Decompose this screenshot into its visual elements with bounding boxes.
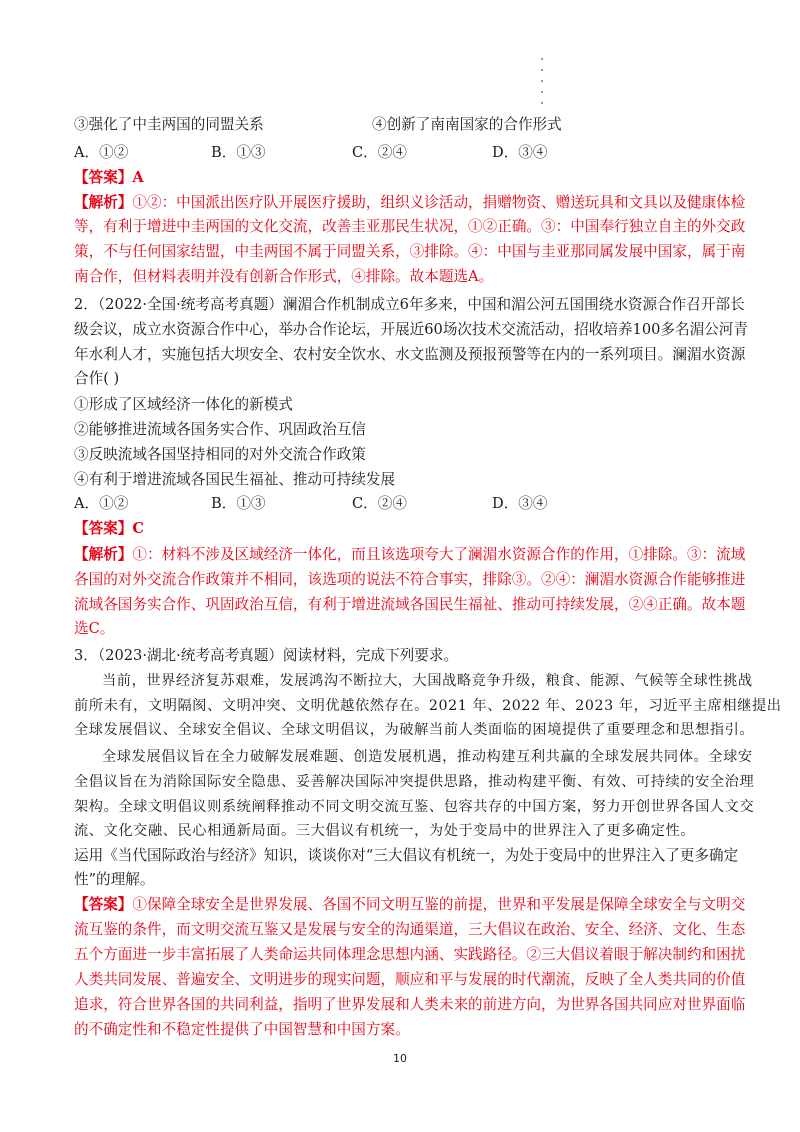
q2-stem-line-4: 合作( ) [74, 370, 120, 387]
q3-answer-line-4: 人类共同发展、普遍安全、文明进步的现实问题，顺应和平与发展的时代潮流，反映了全人类共同的价值 [74, 971, 746, 988]
q2-analysis-line-1: 【解析】①：材料不涉及区域经济一体化，而且该选项夸大了澜湄水资源合作的作用，①排除。③：流域 [74, 546, 746, 563]
q2-answer-label: 【答案】 [74, 520, 133, 537]
page-number: 10 [393, 1052, 407, 1065]
decorative-dots [541, 58, 545, 108]
q2-stem-line-2: 级会议，成立水资源合作中心，举办合作论坛，开展近60场次技术交流活动，招收培养100多名湄公河青 [74, 321, 748, 338]
q3-stem: 3．（2023·湖北·统考高考真题）阅读材料，完成下列要求。 [74, 647, 459, 664]
q2-choices [74, 493, 547, 515]
q3-passage-line-2: 前所未有，文明隔阂、文明冲突、文明优越依然存在。2021 年、2022 年、2023 年，习近平主席相继提出 [74, 698, 782, 714]
q1-analysis-line-1: 【解析】①②：中国派出医疗队开展医疗援助，组织义诊活动，捐赠物资、赠送玩具和文具以及健康体检 [74, 194, 746, 211]
q1-answer-label: 【答案】 [74, 169, 133, 186]
q2-choice-b: B．①③ [211, 495, 266, 512]
q1-choice-d: D．③④ [492, 144, 548, 161]
q3-answer-line-6: 的不确定性和不稳定性提供了中国智慧和中国方案。 [74, 1021, 410, 1038]
q1-analysis-line-2: 等，有利于增进中圭两国的文化交流，改善圭亚那民生状况，①②正确。③：中国奉行独立自主的外交政 [74, 218, 746, 235]
q3-passage-line-3: 全球发展倡议、全球安全倡议、全球文明倡议，为破解当前人类面临的困境提供了重要理念和思想指引。 [74, 722, 755, 738]
q2-option-1: ①形成了区域经济一体化的新模式 [74, 396, 293, 413]
q3-passage-line-6: 架构。全球文明倡议则系统阐释推动不同文明交流互鉴、包容共存的中国方案，努力开创世界各国人文交 [74, 799, 755, 815]
q3-passage-line-7: 流、文化交融、民心相通新局面。三大倡议有机统一，为处于变局中的世界注入了更多确定性。 [74, 823, 696, 839]
q1-analysis-label: 【解析】 [74, 194, 133, 211]
q1-choice-a: A．①② [74, 144, 129, 161]
q3-passage-line-4: 全球发展倡议旨在全力破解发展难题、创造发展机遇，推动构建互利共赢的全球发展共同体。全球安 [102, 749, 753, 765]
q1-analysis-line-3: 策，不与任何国家结盟，中圭两国不属于同盟关系，③排除。④：中国与圭亚那同属发展中国家，属于南 [74, 243, 746, 260]
q2-stem-line-1: 2．（2022·全国·统考高考真题）澜湄合作机制成立6年多来，中国和湄公河五国围绕水资源合作召开部长 [74, 296, 745, 313]
q1-answer [74, 167, 144, 189]
q2-analysis-line-3: 流域各国务实合作、巩固政治互信，有利于增进流域各国民生福祉、推动可持续发展，②④正确。故本题 [74, 596, 746, 613]
q3-passage-line-5: 全倡议旨在为消除国际安全隐患、妥善解决国际冲突提供思路，推动构建平衡、有效、可持续的安全治理 [74, 774, 755, 790]
q2-option-3: ③反映流域各国坚持相同的对外交流合作政策 [74, 446, 366, 463]
q3-answer-label: 【答案】 [74, 896, 133, 913]
q2-stem-line-3: 年水利人才，实施包括大坝安全、农村安全饮水、水文监测及预报预警等在内的一系列项目。澜湄水资源 [74, 346, 746, 363]
q1-choice-c: C．②④ [352, 144, 407, 161]
q1-option-4: ④创新了南南国家的合作形式 [372, 116, 562, 133]
q2-option-4: ④有利于增进流域各国民生福祉、推动可持续发展 [74, 471, 396, 488]
q2-option-2: ②能够推进流域各国务实合作、巩固政治互信 [74, 421, 366, 438]
q3-passage-line-1: 当前，世界经济复苏艰难，发展鸿沟不断拉大，大国战略竞争升级，粮食、能源、气候等全球性挑战 [102, 673, 753, 689]
q3-answer-line-3: 五个方面进一步丰富拓展了人类命运共同体理念思想内涵、实践路径。②三大倡议着眼于解决制约和困扰 [74, 946, 746, 963]
q2-analysis-line-4: 选C。 [74, 620, 115, 637]
q2-choice-c: C．②④ [352, 495, 407, 512]
q1-option-3: ③强化了中圭两国的同盟关系 [74, 116, 264, 133]
q2-analysis-line-2: 各国的对外交流合作政策并不相同，该选项的说法不符合事实，排除③。②④：澜湄水资源合作能够推进 [74, 571, 746, 588]
q3-question-line-2: 性”的理解。 [74, 871, 155, 888]
q2-analysis-label: 【解析】 [74, 546, 133, 563]
q3-answer-line-5: 追求，符合世界各国的共同利益，指明了世界发展和人类未来的前进方向，为世界各国共同应对世界面临 [74, 996, 746, 1013]
q2-answer [74, 518, 144, 540]
q2-answer-value: C [132, 520, 145, 537]
q3-answer-line-1: 【答案】①保障全球安全是世界发展、各国不同文明互鉴的前提，世界和平发展是保障全球安全与文明交 [74, 896, 746, 913]
q3-answer-line-2: 流互鉴的条件，而文明交流互鉴又是发展与安全的沟通渠道，三大倡议在政治、安全、经济、文化、生态 [74, 921, 746, 938]
q1-choice-b: B．①③ [211, 144, 266, 161]
q1-answer-value: A [132, 169, 144, 186]
q3-question-line-1: 运用《当代国际政治与经济》知识，谈谈你对“三大倡议有机统一，为处于变局中的世界注入了更多确定 [74, 847, 739, 864]
q2-choice-d: D．③④ [492, 495, 548, 512]
q2-choice-a: A．①② [74, 495, 129, 512]
q1-analysis-line-4: 南合作，但材料表明并没有创新合作形式，④排除。故本题选A。 [74, 268, 494, 285]
q1-choices [74, 142, 547, 164]
